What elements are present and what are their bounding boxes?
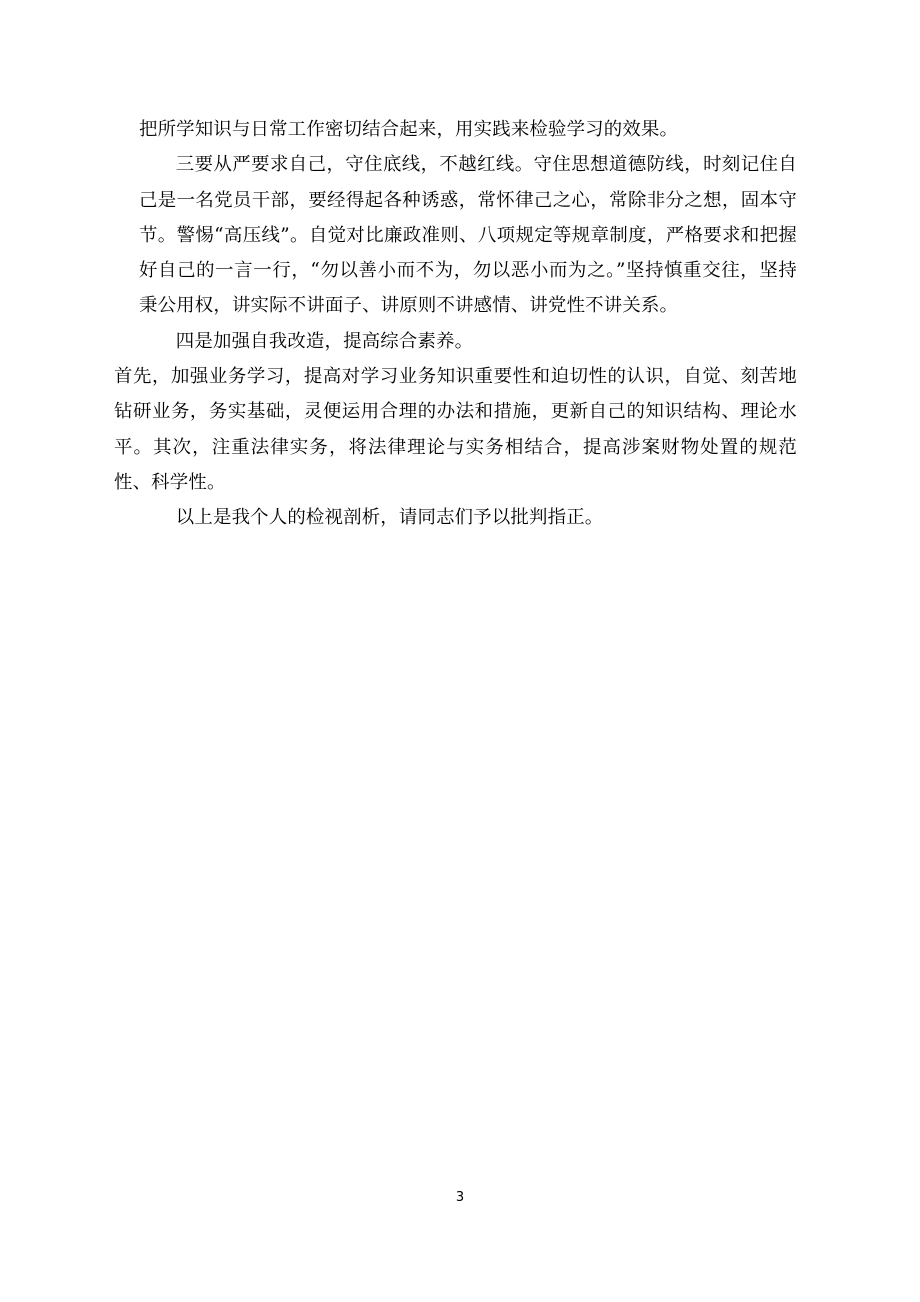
paragraph-strict-self-discipline: 三要从严要求自己，守住底线，不越红线。守住思想道德防线，时刻记住自己是一名党员干部，要经得起各种诱惑，常怀律己之心，常除非分之想，固本守节。警惕“高压线”。自觉对比廉政准则、八项规定等规章制度，严格要求和把握好自己的一言一行，“勿以善小而不为，勿以恶小而为之。”坚持慎重交往，坚持秉公用权，讲实际不讲面子、讲原则不讲感情、讲党性不讲关系。: [139, 154, 797, 317]
paragraph-business-study: 首先，加强业务学习，提高对学习业务知识重要性和迫切性的认识，自觉、刻苦地钻研业务，务实基础，灵便运用合理的办法和措施，更新自己的知识结构、理论水平。其次，注重法律实务，将法律理论与实务相结合，提高涉案财物处置的规范性、科学性。: [114, 366, 797, 493]
paragraph-continuation: 把所学知识与日常工作密切结合起来，用实践来检验学习的效果。: [139, 119, 679, 140]
paragraph-closing: 以上是我个人的检视剖析，请同志们予以批判指正。: [175, 507, 604, 529]
page-number: 3: [455, 1190, 465, 1205]
document-body: [114, 112, 797, 536]
paragraph-self-improvement-heading: 四是加强自我改造，提高综合素养。: [175, 330, 474, 352]
